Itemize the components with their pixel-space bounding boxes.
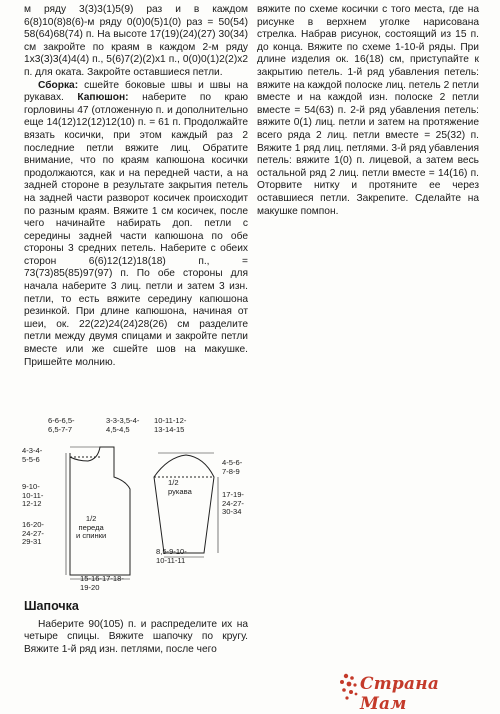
logo-text: Страна Мам [360, 674, 440, 714]
logo-dots-icon [338, 672, 360, 702]
pattern-paragraph-top: м ряду 3(3)3(1)5(9) раз и в каждом 6(8)10(8)8(6)-м ряду 0(0)0(5)1(0) раз = 50(54) 58(64)68(74) п. На высоте 17(19)(24)(27) 30(34) см закройте по краям в каждом 2-м ряду 1х3(3)3(4)4(4) п., 5(6)7(2)(2)х1 п., 0(0)0(1)2(2)х2 п. для оката. Закройте оставшиеся петли. [24, 4, 248, 78]
dim-top-right: 10-11-12- 13-14-15 [154, 416, 187, 434]
assembly-text: сшейте боковые швы и швы на рукавах. [24, 79, 248, 104]
front-back-outline [70, 447, 130, 575]
dim-left-a: 4-3-4- 5-5-6 [22, 446, 43, 464]
schematic-outlines [18, 417, 250, 593]
hat-section [24, 600, 248, 656]
sleeve-label: 1/2 рукава [168, 478, 192, 496]
pattern-schematic [18, 417, 250, 593]
dim-left-b: 9-10- 10-11- 12-12 [22, 482, 44, 509]
dim-right-b: 17-19- 24-27- 30-34 [222, 490, 244, 517]
right-text-column [257, 4, 479, 218]
hat-continuation-paragraph: вяжите по схеме косички с того места, где на рисунке в верхнем уголке нарисована стрелка. Набрав рисунок, состоящий из 15 п. до конца. Вяжите по схеме 1-10-й ряды. При длине изделия ок. 16(18) см, приступайте к закрытию петель. 1-й ряд убавления петель: вяжите на каждой полоске лиц. петель 2 петли вместе и на каждой изн. полоске 2 петли вместе = 54(63) п. 2-й ряд убавления петель: вяжите 0(1) лиц. петли и затем на протяжение всего ряда 2 лиц. петли вместе = 25(32) п. Вяжите 1 ряд лиц. петлями. 3-й ряд убавления петель: вяжите 1(0) п. лицевой, а затем весь остальной ряд 2 лиц. петли вместе = 14(16) п. Оторвите нитку и протяните ее через оставшиеся петли. Закрепите. Сделайте на макушке помпон. [257, 4, 479, 217]
front-back-label: 1/2 переда и спинки [76, 514, 107, 541]
left-text-column [24, 4, 248, 369]
sleeve-outline [154, 455, 214, 553]
hat-section-text: Наберите 90(105) п. и распределите их на четыре спицы. Вяжите шапочку по кругу. Вяжите 1-й ряд изн. петлями, после чего [24, 618, 248, 655]
hood-text: наберите по краю горловины 47 (отложенную п. и дополнительно еще 14(12)12(12)12(10) п. = 61 п. Продолжайте вязать косички, при этом каждый раз 2 последние петли вяжите лиц. Обратите внимание, что по краям капюшона косички продолжаются, как и на передней части, а на задней стороне в результате закрытия петель на задней части разворот косичек происходит по разным краям. Вяжите 1 см косичек, после чего начинайте набирать доп. петли с середины задней части капюшона по обе стороны 3 средних петель. Наберите с обеих сторон 6(6)12(12)18(18) п., = 73(73)85(85)97(97) п. По обе стороны для начала наберите 3 лиц. петли и затем 3 изн. петли, то есть вяжите середину капюшона резинкой. При длине капюшона, начиная от шеи, ок. 22(22)24(24)28(26) см разделите петли между двумя спицами и закройте петли вместе или же сшейте шов на макушке. Пришейте молнию. [24, 92, 248, 368]
dim-left-c: 16-20- 24-27- 29-31 [22, 520, 44, 547]
dim-top-left-2: 3-3-3,5-4- 4,5-4,5 [106, 416, 140, 434]
assembly-paragraph [24, 80, 248, 370]
site-logo [338, 670, 488, 714]
dim-top-left-1: 6-6-6,5- 6,5-7-7 [48, 416, 75, 434]
hood-label: Капюшон: [77, 92, 129, 104]
assembly-label: Сборка: [38, 79, 79, 91]
dim-right-a: 4-5-6- 7-8-9 [222, 458, 243, 476]
hat-section-title: Шапочка [24, 599, 79, 613]
dim-bottom-right: 8,5-9-10- 10-11-11 [156, 547, 187, 565]
dim-bottom-left: 15-16-17-18- 19-20 [80, 574, 124, 592]
